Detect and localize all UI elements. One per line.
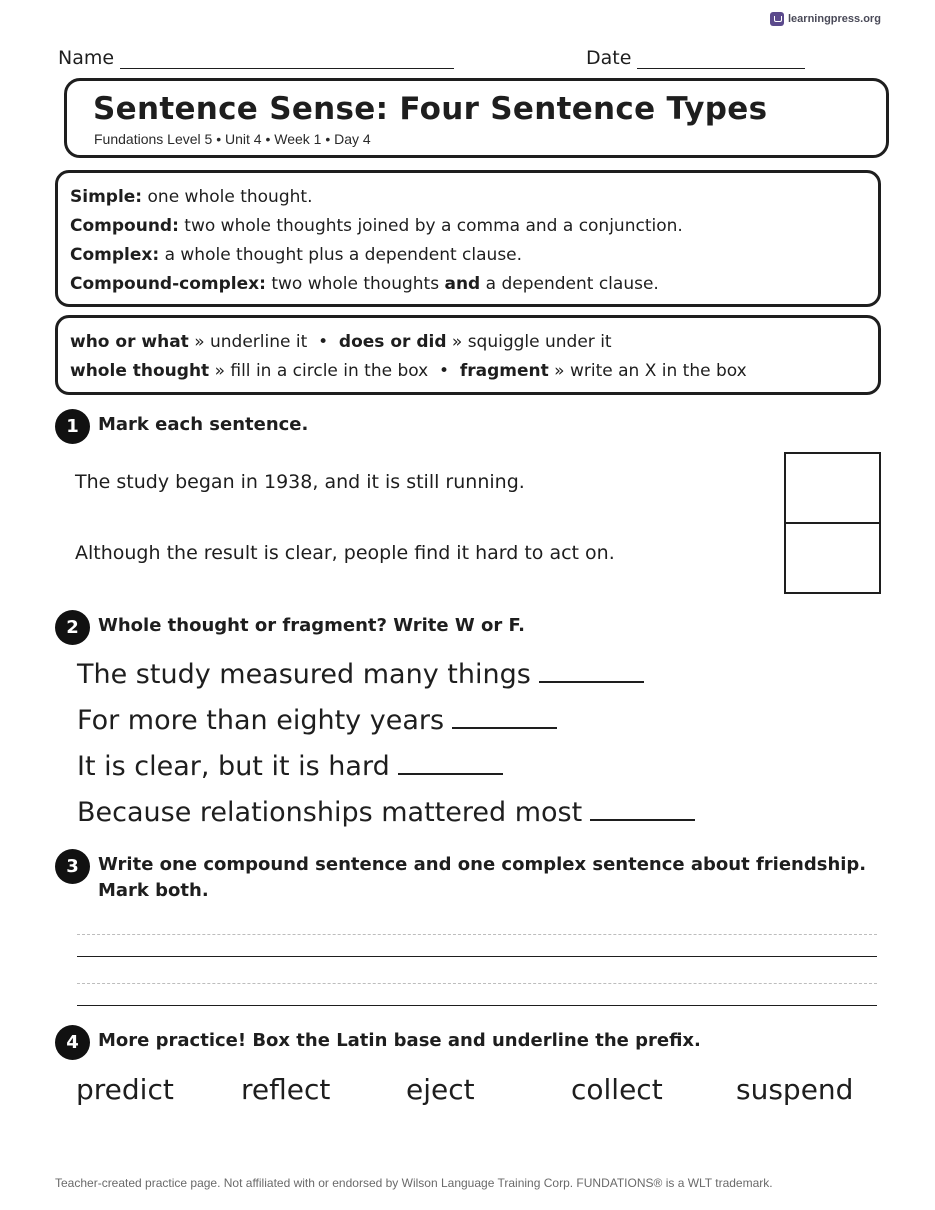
- definition-compound-complex: [70, 270, 878, 299]
- writing-guide-line: [77, 934, 877, 935]
- definition-text: one whole thought.: [142, 187, 313, 207]
- title-box: [64, 78, 889, 158]
- answer-blank[interactable]: [539, 659, 644, 683]
- practice-word-2: reflect: [241, 1073, 331, 1106]
- mark-box-2[interactable]: [784, 522, 881, 594]
- footer-disclaimer: Teacher-created practice page. Not affiliated with or endorsed by Wilson Language Training Corp. FUNDATIONS® is a WLT trademark.: [55, 1176, 773, 1190]
- section-1-heading: [55, 409, 308, 444]
- definition-complex: [70, 241, 878, 270]
- practice-word-1: predict: [76, 1073, 174, 1106]
- fragment-text: Because relationships mattered most: [77, 797, 583, 828]
- answer-blank[interactable]: [590, 797, 695, 821]
- fragment-text: For more than eighty years: [77, 705, 445, 736]
- practice-word-4: collect: [571, 1073, 663, 1106]
- sentence-2: Although the result is clear, people find it hard to act on.: [75, 542, 615, 564]
- fragment-text: It is clear, but it is hard: [77, 751, 390, 782]
- name-field[interactable]: [58, 47, 454, 69]
- definition-term: Compound:: [70, 216, 179, 236]
- key-term: whole thought: [70, 361, 210, 381]
- writing-line-2[interactable]: [77, 1005, 877, 1006]
- writing-line-1[interactable]: [77, 956, 877, 957]
- key-text: » squiggle under it: [446, 332, 612, 352]
- section-3-heading: [55, 849, 875, 904]
- section-number: 1: [55, 409, 90, 444]
- definition-text: two whole thoughts: [265, 274, 445, 294]
- name-line[interactable]: [120, 51, 454, 69]
- definition-term: Compound-complex:: [70, 274, 266, 294]
- fragment-text: The study measured many things: [77, 659, 531, 690]
- definition-compound: [70, 212, 878, 241]
- definition-text: a whole thought plus a dependent clause.: [159, 245, 523, 265]
- date-field[interactable]: [586, 47, 805, 69]
- section-title: Write one compound sentence and one complex sentence about friendship. Mark both.: [98, 854, 867, 901]
- answer-blank[interactable]: [452, 705, 557, 729]
- fragment-item-4: [77, 797, 695, 828]
- key-term: fragment: [459, 361, 549, 381]
- book-icon: [770, 12, 784, 26]
- fragment-item-2: [77, 705, 557, 736]
- definition-text: a dependent clause.: [480, 274, 659, 294]
- fragment-item-1: [77, 659, 644, 690]
- writing-guide-line: [77, 983, 877, 984]
- date-label: Date: [586, 47, 632, 69]
- section-number: 4: [55, 1025, 90, 1060]
- definition-term: Simple:: [70, 187, 143, 207]
- definitions-box: [55, 170, 881, 307]
- date-line[interactable]: [637, 51, 805, 69]
- definition-emphasis: and: [444, 274, 481, 294]
- fragment-item-3: [77, 751, 503, 782]
- section-2-heading: [55, 610, 525, 645]
- key-text: » fill in a circle in the box •: [209, 361, 460, 381]
- key-line-1: [70, 328, 878, 357]
- key-line-2: [70, 357, 878, 386]
- key-text: » write an X in the box: [548, 361, 747, 381]
- page-subtitle: Fundations Level 5 • Unit 4 • Week 1 • Day 4: [94, 131, 371, 147]
- definition-term: Complex:: [70, 245, 160, 265]
- sentence-1: The study began in 1938, and it is still running.: [75, 471, 525, 493]
- key-term: who or what: [70, 332, 189, 352]
- name-label: Name: [58, 47, 115, 69]
- brand-text: learningpress.org: [788, 13, 881, 25]
- practice-word-5: suspend: [736, 1073, 854, 1106]
- practice-word-3: eject: [406, 1073, 475, 1106]
- key-text: » underline it •: [188, 332, 339, 352]
- section-number: 2: [55, 610, 90, 645]
- section-4-heading: [55, 1025, 701, 1060]
- key-term: does or did: [338, 332, 447, 352]
- answer-blank[interactable]: [398, 751, 503, 775]
- definition-text: two whole thoughts joined by a comma and a conjunction.: [178, 216, 683, 236]
- section-title: Whole thought or fragment? Write W or F.: [98, 615, 525, 636]
- page-title: Sentence Sense: Four Sentence Types: [93, 91, 768, 127]
- definition-simple: [70, 183, 878, 212]
- brand: [770, 12, 881, 26]
- mark-box-1[interactable]: [784, 452, 881, 524]
- section-number: 3: [55, 849, 90, 884]
- marking-key-box: [55, 315, 881, 395]
- section-title: Mark each sentence.: [98, 414, 309, 435]
- section-title: More practice! Box the Latin base and underline the prefix.: [98, 1030, 701, 1051]
